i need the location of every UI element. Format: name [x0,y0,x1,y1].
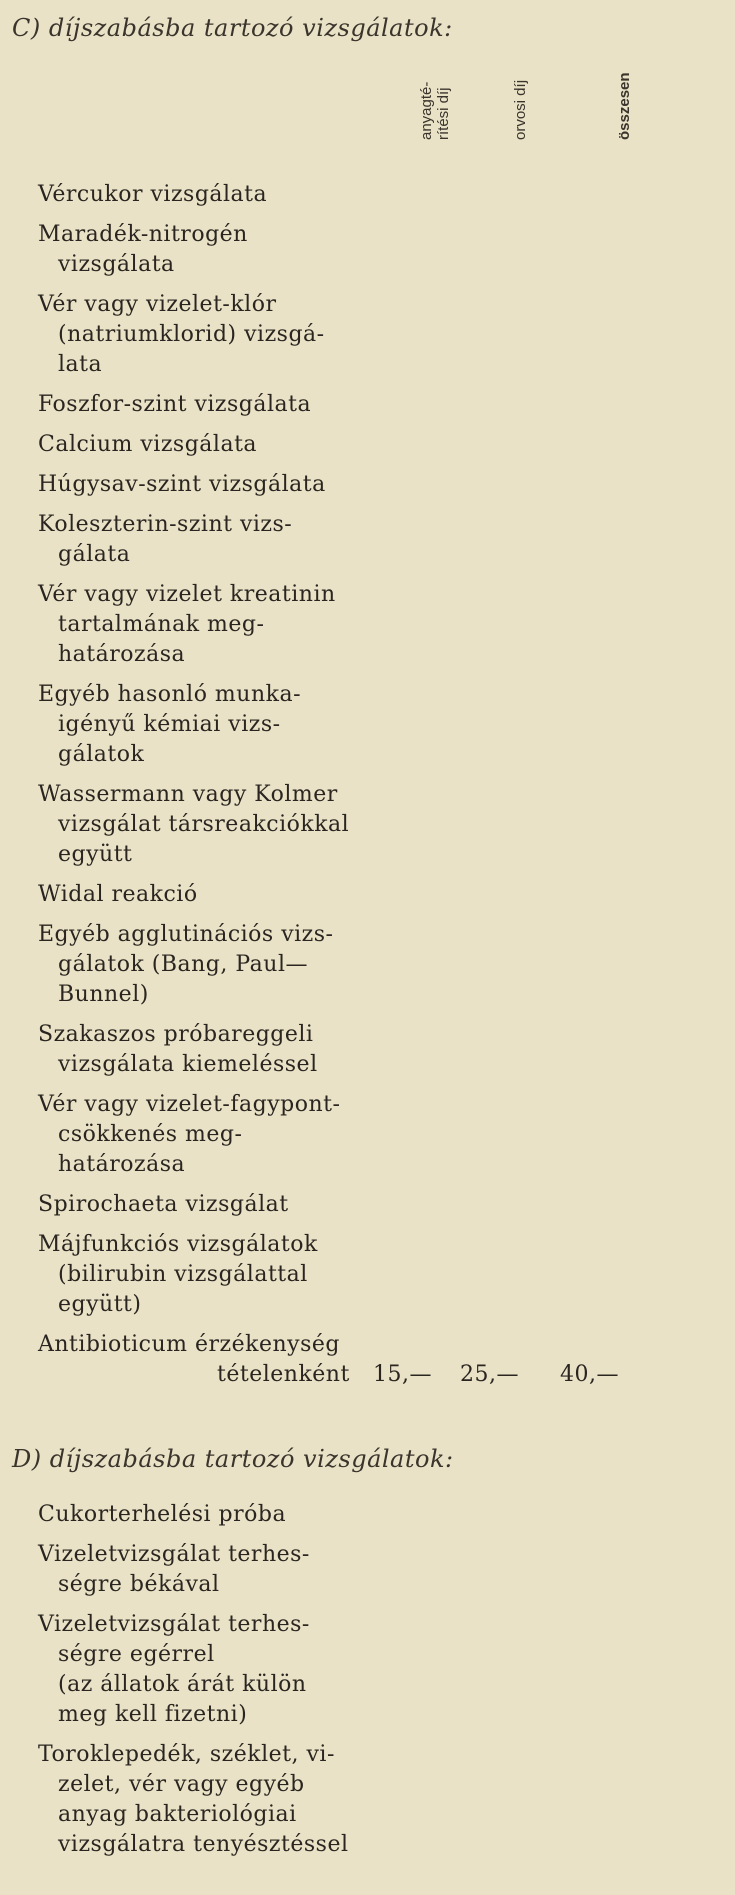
section-c-item [38,510,398,570]
section-c-item [38,220,398,280]
section-c-item-line: gálata [58,542,131,567]
section-c-item-line: határozása [58,642,186,667]
section-d-list [38,1500,398,1870]
section-c-item [38,390,398,420]
section-d-item [38,1500,398,1530]
section-d-item [38,1740,398,1860]
section-c-item [38,1090,398,1180]
section-c-item-priced [38,1330,619,1390]
section-c-list [38,180,619,1400]
section-d-title: D) díjszabásba tartozó vizsgálatok: [12,1445,454,1473]
doctor-fee-value: 25,— [460,1362,519,1387]
section-c-item-line: együtt) [58,1292,142,1317]
section-c-item-line: gálatok [58,742,145,767]
section-c-item [38,470,398,500]
column-header-doctor-fee: orvosi díj [512,79,529,140]
section-c-item-line: Egyéb hasonló munka- [38,682,302,707]
section-d-item-line: Toroklepedék, széklet, vi- [38,1742,335,1767]
section-c-item [38,880,398,910]
section-c-item-line: (natriumklorid) vizsgá- [58,322,325,347]
section-c-item-line: Antibioticum érzékenység [38,1332,341,1357]
section-c-item [38,580,398,670]
section-d-item-line: anyag bakteriológiai [58,1802,297,1827]
section-c-item-line: Spirochaeta vizsgálat [38,1192,289,1217]
section-c-item-line: csökkenés meg- [58,1122,243,1147]
column-header-material-fee-line-2: rítési díj [435,87,452,140]
section-d-item [38,1540,398,1600]
section-d-item [38,1610,398,1730]
section-c-item [38,180,398,210]
section-c-item [38,780,398,870]
section-d-item-line: (az állatok árát külön [58,1672,307,1697]
section-c-item [38,680,398,770]
section-c-item-line: Májfunkciós vizsgálatok [38,1232,318,1257]
section-c-item-line: Maradék-nitrogén [38,222,248,247]
section-d-item-line: Cukorterhelési próba [38,1502,287,1527]
section-c-item-line: tételenként [217,1362,350,1387]
section-d-item-line: zelet, vér vagy egyéb [58,1772,305,1797]
section-c-item-line: lata [58,352,103,377]
section-c-item [38,1020,398,1080]
section-c-item [38,920,398,1010]
material-fee-value: 15,— [373,1362,432,1387]
price-row [38,1360,619,1390]
section-c-item-line: együtt [58,842,133,867]
section-c-item-line: gálatok (Bang, Paul— [58,952,309,977]
section-c-item-line: igényű kémiai vizs- [58,712,281,737]
section-c-item-line: Szakaszos próbareggeli [38,1022,314,1047]
section-d-item-line: Vizeletvizsgálat terhes- [38,1612,310,1637]
section-c-item [38,1230,398,1320]
section-c-item [38,430,398,460]
section-c-item-line: vizsgálata [58,252,175,277]
section-c-item-line: Calcium vizsgálata [38,432,258,457]
section-c-item-line: (bilirubin vizsgálattal [58,1262,308,1287]
section-c-item-line: Vér vagy vizelet-fagypont- [38,1092,341,1117]
section-c-item-line: Bunnel) [58,982,149,1007]
section-c-item-line: határozása [58,1152,186,1177]
section-d-item-line: ségre békával [58,1572,220,1597]
column-header-material-fee-line-1: anyagté- [418,81,435,140]
column-header-total: összesen [616,72,633,140]
section-c-item-line: Wassermann vagy Kolmer [38,782,338,807]
section-c-item [38,1190,398,1220]
section-c-item-line: Vér vagy vizelet kreatinin [38,582,336,607]
section-d-item-line: vizsgálatra tenyésztéssel [58,1832,349,1857]
section-c-item-line: tartalmának meg- [58,612,265,637]
section-d-item-line: meg kell fizetni) [58,1702,248,1727]
column-header-material-fee [418,82,452,140]
section-c-item-line: Egyéb agglutinációs vizs- [38,922,334,947]
section-c-item-line: Húgysav-szint vizsgálata [38,472,326,497]
section-c-item-line: Vér vagy vizelet-klór [38,292,277,317]
section-d-item-line: Vizeletvizsgálat terhes- [38,1542,310,1567]
section-d-item-line: ségre egérrel [58,1642,215,1667]
section-c-title: C) díjszabásba tartozó vizsgálatok: [12,14,453,42]
section-c-item-line: Vércukor vizsgálata [38,182,268,207]
section-c-item-line: Widal reakció [38,882,198,907]
section-c-item-line: vizsgálata kiemeléssel [58,1052,318,1077]
section-c-item-line: Foszfor-szint vizsgálata [38,392,312,417]
section-c-item-line: vizsgálat társreakciókkal [58,812,350,837]
total-value: 40,— [560,1362,619,1387]
section-c-item-line: Koleszterin-szint vizs- [38,512,293,537]
section-c-item [38,290,398,380]
